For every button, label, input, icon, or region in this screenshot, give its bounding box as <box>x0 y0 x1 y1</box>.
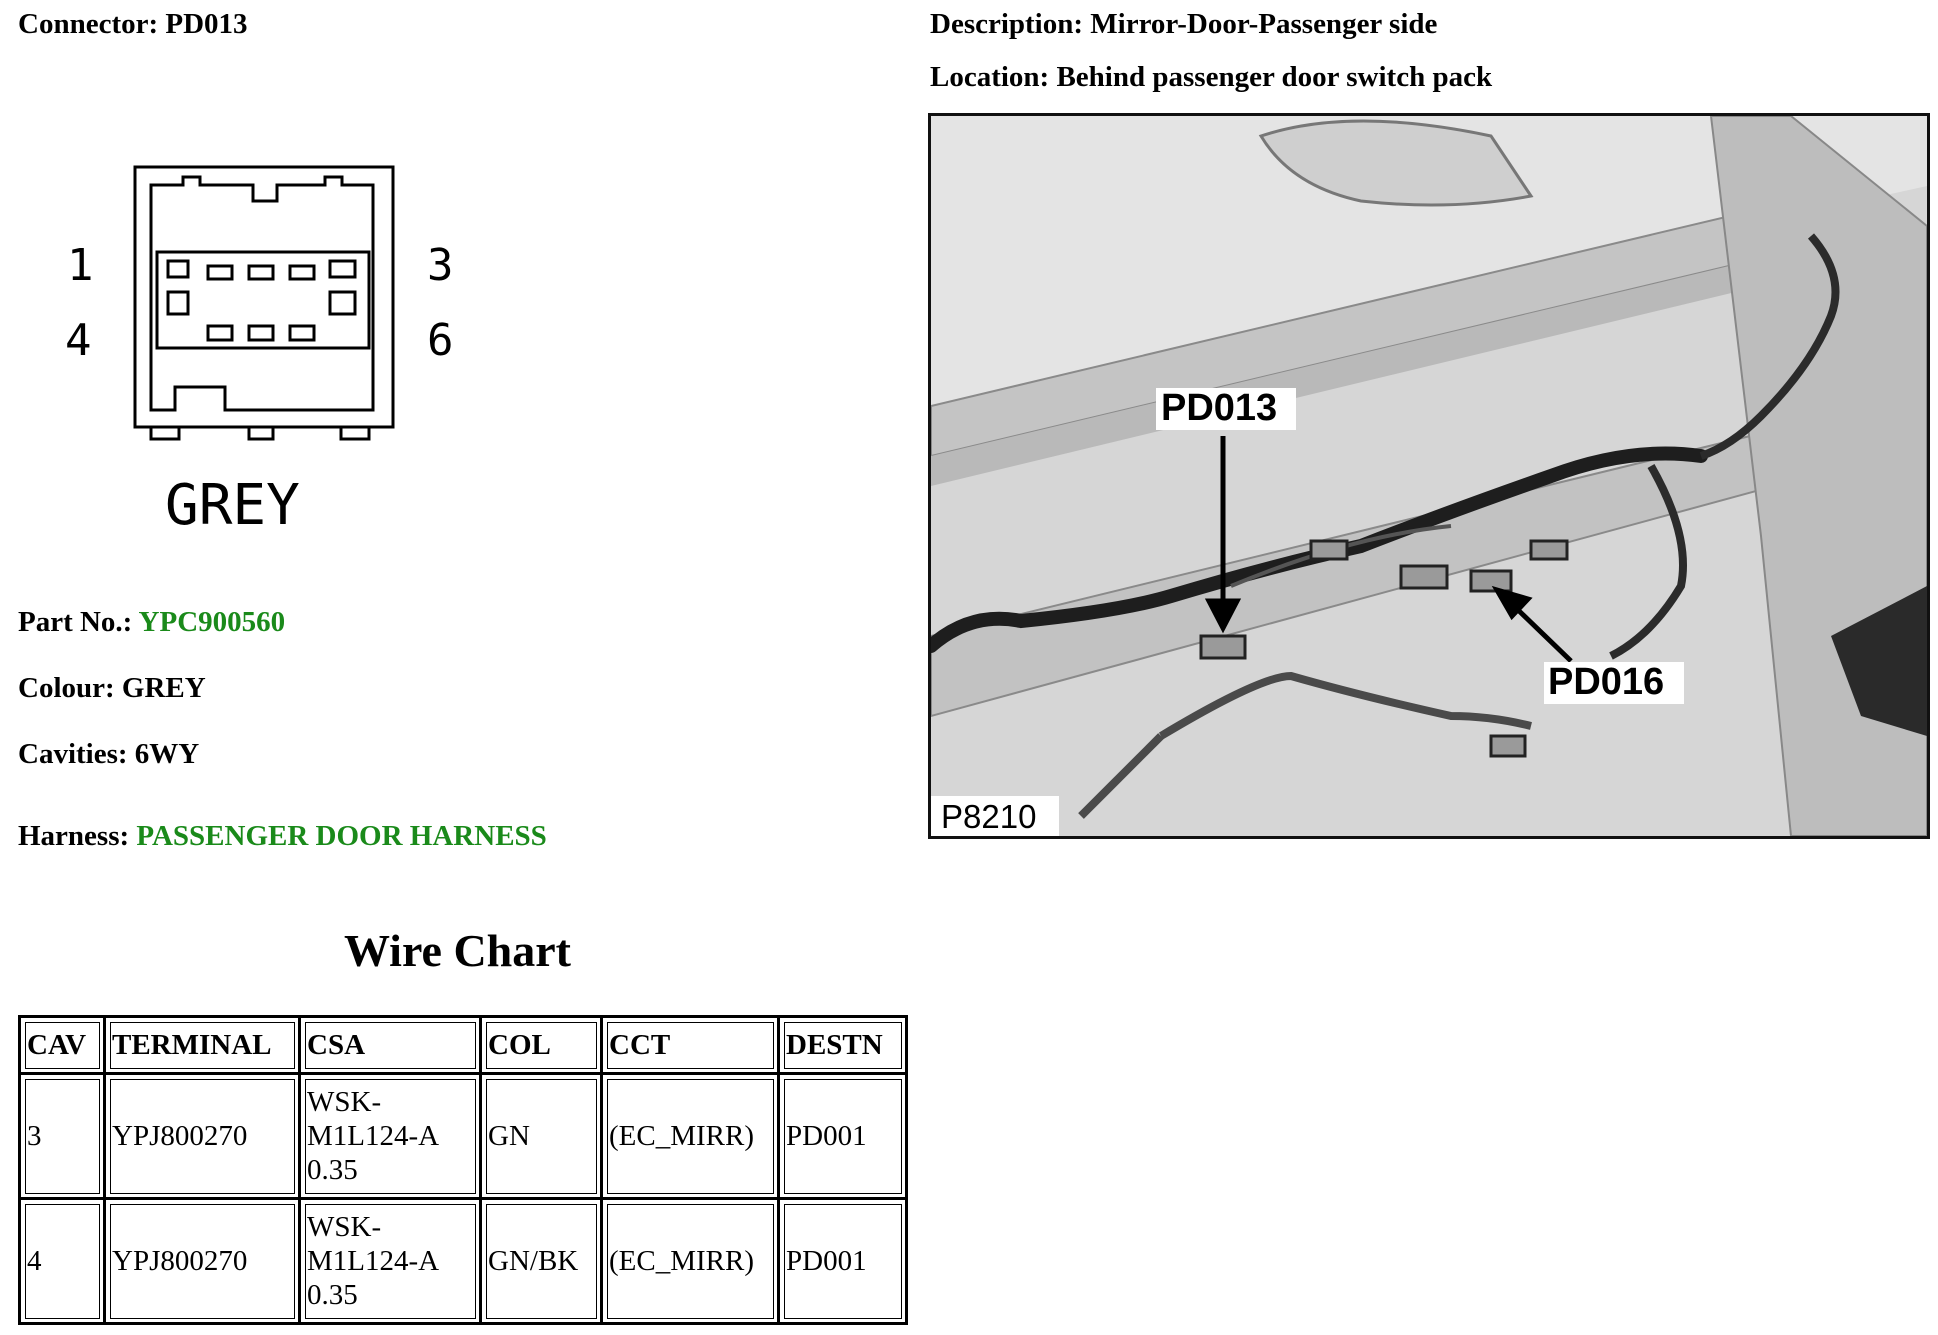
col-header-csa: CSA <box>300 1017 481 1074</box>
cell-cct: (EC_MIRR) <box>602 1074 779 1199</box>
description-value: Mirror-Door-Passenger side <box>1090 8 1438 40</box>
door-illustration <box>931 116 1927 836</box>
pin-cavity <box>208 326 232 340</box>
description-heading <box>930 8 1437 41</box>
location-photo <box>928 113 1930 839</box>
cell-terminal: YPJ800270 <box>105 1199 300 1324</box>
pin-cavity <box>290 266 314 279</box>
pin-cavity <box>290 326 314 340</box>
pin-cavity <box>168 292 188 314</box>
wire-chart-table <box>18 1015 908 1325</box>
csa-line: M1L124-A <box>307 1120 440 1152</box>
cell-destn: PD001 <box>779 1199 907 1324</box>
harness-label: Harness: <box>18 820 130 852</box>
pin-cavity <box>249 266 273 279</box>
colour-line <box>18 672 206 705</box>
location-label: Location: <box>930 61 1050 93</box>
col-header-terminal: TERMINAL <box>105 1017 300 1074</box>
col-header-destn: DESTN <box>779 1017 907 1074</box>
colour-label: Colour: <box>18 672 115 704</box>
harness-link[interactable]: PASSENGER DOOR HARNESS <box>136 820 547 852</box>
pin-label-3: 3 <box>427 240 454 291</box>
pin-cavity <box>168 261 188 277</box>
colour-value: GREY <box>121 672 206 704</box>
cell-col: GN/BK <box>481 1199 602 1324</box>
housing-foot <box>249 427 273 439</box>
location-value: Behind passenger door switch pack <box>1056 61 1493 93</box>
table-row <box>20 1074 907 1199</box>
pin-label-4: 4 <box>65 315 92 366</box>
cell-cct: (EC_MIRR) <box>602 1199 779 1324</box>
housing-foot <box>341 427 369 439</box>
cell-csa <box>300 1199 481 1324</box>
cavities-label: Cavities: <box>18 738 128 770</box>
col-header-cct: CCT <box>602 1017 779 1074</box>
part-number-link[interactable]: YPC900560 <box>138 606 286 638</box>
housing-foot <box>151 427 179 439</box>
cell-csa <box>300 1074 481 1199</box>
table-row <box>20 1199 907 1324</box>
pin-cavity <box>208 266 232 279</box>
csa-line: M1L124-A <box>307 1245 440 1277</box>
harness-line <box>18 820 547 853</box>
figure-id: P8210 <box>941 798 1037 835</box>
col-header-cav: CAV <box>20 1017 105 1074</box>
wire-chart-title: Wire Chart <box>344 925 571 976</box>
connector-heading <box>18 8 248 41</box>
cavities-line <box>18 738 199 771</box>
cell-destn: PD001 <box>779 1074 907 1199</box>
pin-label-1: 1 <box>67 240 94 291</box>
cell-col: GN <box>481 1074 602 1199</box>
part-number-label: Part No.: <box>18 606 133 638</box>
connector-id: PD013 <box>165 8 248 40</box>
pin-label-6: 6 <box>427 315 454 366</box>
csa-line: WSK- <box>307 1211 382 1243</box>
connector-colour-text: GREY <box>165 473 300 538</box>
pin-cavity <box>330 292 355 314</box>
part-number-line <box>18 606 285 639</box>
pin-cavity <box>249 326 273 340</box>
connector-label: Connector: <box>18 8 159 40</box>
pin-cavity <box>330 261 355 277</box>
connector-face-diagram <box>55 155 475 545</box>
cavities-value: 6WY <box>134 738 200 770</box>
cell-terminal: YPJ800270 <box>105 1074 300 1199</box>
callout-pd013: PD013 <box>1161 387 1278 429</box>
description-label: Description: <box>930 8 1084 40</box>
cell-cav: 3 <box>20 1074 105 1199</box>
csa-line: WSK- <box>307 1086 382 1118</box>
wire-chart-header-row <box>20 1017 907 1074</box>
col-header-col: COL <box>481 1017 602 1074</box>
csa-line: 0.35 <box>307 1154 358 1186</box>
location-heading <box>930 61 1492 94</box>
callout-pd016: PD016 <box>1548 661 1665 703</box>
csa-line: 0.35 <box>307 1279 358 1311</box>
cell-cav: 4 <box>20 1199 105 1324</box>
